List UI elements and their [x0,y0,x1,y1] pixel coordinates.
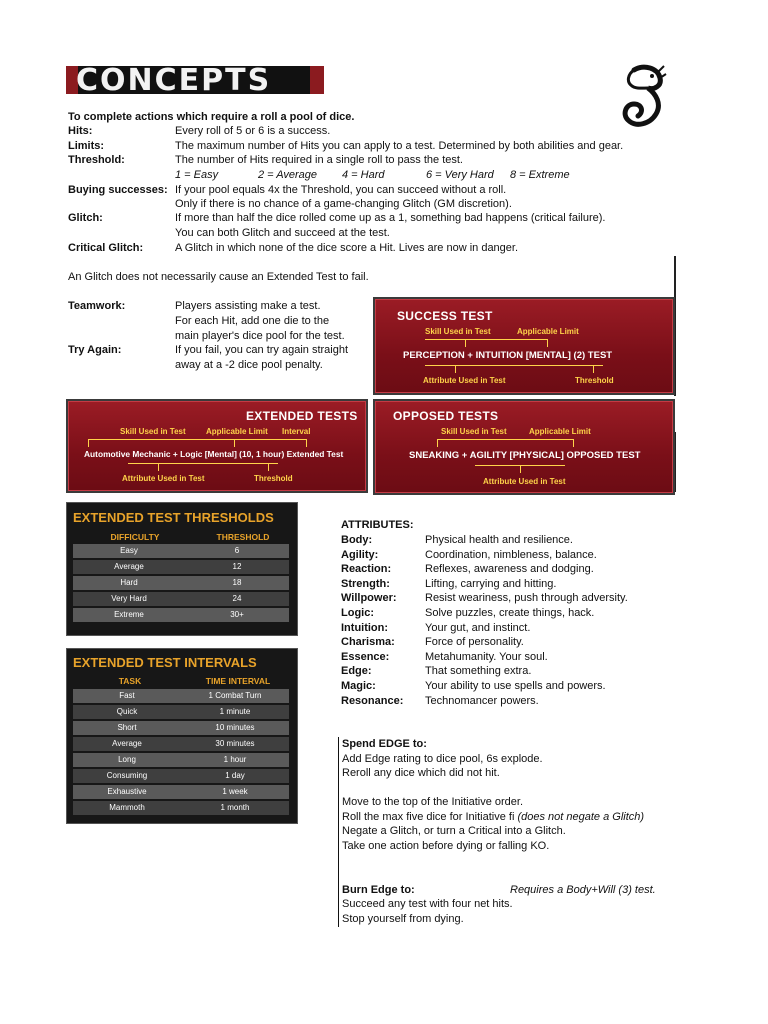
def-desc: Every roll of 5 or 6 is a success. [175,125,331,137]
dragon-emblem-icon [614,64,668,132]
buying-desc: Only if there is no chance of a game-changing Glitch (GM discretion). [175,198,512,210]
extended-attr-label: Attribute Used in Test [122,474,205,483]
def-desc: The number of Hits required in a single roll to pass the test. [175,154,463,166]
table-row: Very Hard 24 [73,592,289,606]
opposed-skill-label: Skill Used in Test [441,427,507,436]
table-row: Consuming 1 day [73,769,289,783]
table-row: Fast 1 Combat Turn [73,689,289,703]
ext-intervals-title: EXTENDED TEST INTERVALS [73,655,257,670]
glitch-desc: If more than half the dice rolled come up as a 1, something bad happens (critical failure). [175,212,606,224]
critical-desc: A Glitch in which none of the dice score a Hit. Lives are now in danger. [175,242,519,254]
table-row: Mammoth 1 month [73,801,289,815]
edge-line: Add Edge rating to dice pool, 6s explode. [342,753,543,765]
ext-intervals-table [66,648,298,824]
list-item: Agility: Coordination, nimbleness, balance. [341,548,597,561]
list-item: Body: Physical health and resilience. [341,534,573,546]
attributes-list [341,534,641,709]
ext-thresholds-title: EXTENDED TEST THRESHOLDS [73,510,274,525]
list-item: Willpower: Resist weariness, push through adversity. [341,592,628,605]
def-desc: The maximum number of Hits you can apply to a test. Determined by both abilities and gear. [175,140,624,152]
threshold-easy: 1 = Easy [175,169,219,181]
edge-line: Roll the max five dice for Initiative fi (does not negate a Glitch) [342,811,645,823]
success-skill-label: Skill Used in Test [425,327,491,336]
edge-line: Move to the top of the Initiative order. [342,796,523,808]
list-item: Strength: Lifting, carrying and hitting. [341,577,557,590]
opposed-tests-box [373,399,675,495]
edge-line: Reroll any dice which did not hit. [342,767,500,779]
list-item: Essence: Metahumanity. Your soul. [341,650,548,663]
edge-line: Take one action before dying or falling KO. [342,840,550,852]
glitch-note: An Glitch does not necessarily cause an Extended Test to fail. [68,271,369,283]
list-item: Magic: Your ability to use spells and powers. [341,679,606,692]
extended-tests-header: EXTENDED TESTS [246,409,358,423]
burn-edge-note: Requires a Body+Will (3) test. [510,884,656,896]
edge-line: Negate a Glitch, or turn a Critical into a Glitch. [342,825,566,837]
extended-skill-label: Skill Used in Test [120,427,186,436]
list-item: Charisma: Force of personality. [341,636,524,649]
edge-divider [338,737,339,927]
threshold-very-hard: 6 = Very Hard [426,169,494,181]
extended-tests-box [66,399,368,493]
glitch-term: Glitch: [68,212,103,224]
list-item: Resonance: Technomancer powers. [341,694,539,707]
col-header: DIFFICULTY [110,532,160,542]
buying-desc: If your pool equals 4x the Threshold, you can succeed without a roll. [175,184,507,196]
col-header: TIME INTERVAL [205,676,271,686]
edge-line: Stop yourself from dying. [342,913,464,925]
extended-limit-label: Applicable Limit [206,427,268,436]
col-header: THRESHOLD [216,532,270,542]
ext-thresholds-table [66,502,298,636]
success-test-box [373,297,675,395]
list-item: Reaction: Reflexes, awareness and dodging. [341,563,594,576]
intro-text: To complete actions which require a roll a pool of dice. [68,111,355,123]
success-test-header: SUCCESS TEST [397,309,493,323]
teamwork-desc: main player's dice pool for the test. [175,330,345,342]
table-row: Quick 1 minute [73,705,289,719]
teamwork-desc: Players assisting make a test. [175,300,321,312]
opposed-attr-label: Attribute Used in Test [483,477,566,486]
glitch-desc: You can both Glitch and succeed at the test. [175,227,390,239]
page-title-text: CONCEPTS [76,66,272,94]
table-row: Long 1 hour [73,753,289,767]
table-row: Hard 18 [73,576,289,590]
opposed-formula: SNEAKING + AGILITY [PHYSICAL] OPPOSED TEST [409,450,641,461]
table-row: Exhaustive 1 week [73,785,289,799]
table-row: Short 10 minutes [73,721,289,735]
tryagain-term: Try Again: [68,344,122,356]
table-row: Easy 6 [73,544,289,558]
threshold-extreme: 8 = Extreme [510,169,570,181]
buying-term: Buying successes: [68,184,168,196]
success-formula: PERCEPTION + INTUITION [MENTAL] (2) TEST [403,350,613,361]
tryagain-desc: away at a -2 dice pool penalty. [175,359,323,371]
table-row: Average 30 minutes [73,737,289,751]
threshold-hard: 4 = Hard [342,169,385,181]
success-threshold-label: Threshold [575,376,614,385]
edge-heading: Spend EDGE to: [342,738,427,750]
threshold-average: 2 = Average [258,169,318,181]
list-item: Edge: That something extra. [341,665,532,678]
success-attr-label: Attribute Used in Test [423,376,506,385]
page-title [66,66,324,94]
table-row: Extreme 30+ [73,608,289,622]
tryagain-desc: If you fail, you can try again straight [175,344,349,356]
edge-line: Succeed any test with four net hits. [342,898,513,910]
attributes-heading: ATTRIBUTES: [341,519,414,531]
def-term: Hits: [68,125,93,137]
def-term: Limits: [68,140,105,152]
extended-formula: Automotive Mechanic + Logic [Mental] (10, 1 hour) Extended Test [84,449,344,459]
burn-edge-heading: Burn Edge to: [342,884,415,896]
list-item: Intuition: Your gut, and instinct. [341,621,531,634]
list-item: Logic: Solve puzzles, create things, hack. [341,606,595,619]
col-header: TASK [118,676,142,686]
opposed-tests-header: OPPOSED TESTS [393,409,499,423]
extended-threshold-label: Threshold [254,474,293,483]
extended-interval-label: Interval [282,427,311,436]
table-row: Average 12 [73,560,289,574]
opposed-limit-label: Applicable Limit [529,427,591,436]
teamwork-desc: For each Hit, add one die to the [175,315,330,327]
def-term: Threshold: [68,154,125,166]
teamwork-term: Teamwork: [68,300,126,312]
success-limit-label: Applicable Limit [517,327,579,336]
critical-term: Critical Glitch: [68,242,144,254]
